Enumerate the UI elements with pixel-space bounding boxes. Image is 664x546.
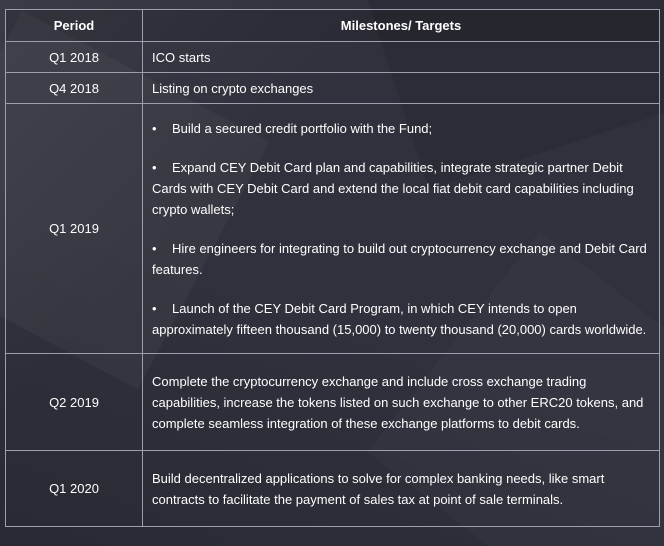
- bullet-text: Hire engineers for integrating to build out cryptocurrency exchange and Debit Card features.: [152, 240, 647, 277]
- roadmap-table: [5, 9, 660, 527]
- table-row: [6, 42, 660, 73]
- table-row: [6, 451, 660, 527]
- bullet-item: [152, 298, 651, 340]
- bullet-icon: •: [152, 120, 157, 136]
- table-row: [6, 104, 660, 354]
- bullet-item: [152, 118, 651, 139]
- table-row: [6, 73, 660, 104]
- bullet-text: Expand CEY Debit Card plan and capabilities, integrate strategic partner Debit Cards with CEY Debit Card and extend the local fiat debit card capabilities including crypto wallets;: [152, 159, 634, 217]
- bullet-icon: •: [152, 300, 157, 316]
- bullet-text: Build a secured credit portfolio with the Fund;: [172, 120, 433, 136]
- bullet-item: [152, 238, 651, 280]
- milestones-header: Milestones/ Targets: [143, 10, 660, 42]
- period-cell: Q4 2018: [6, 73, 143, 104]
- milestone-cell: ICO starts: [143, 42, 660, 73]
- period-cell: Q1 2020: [6, 451, 143, 527]
- table-row: [6, 354, 660, 451]
- milestone-cell: [143, 104, 660, 354]
- milestone-cell: Build decentralized applications to solve for complex banking needs, like smart contracts to facilitate the payment of sales tax at point of sale terminals.: [143, 451, 660, 527]
- milestone-cell: Complete the cryptocurrency exchange and include cross exchange trading capabilities, increase the tokens listed on such exchange to other ERC20 tokens, and complete seamless integration of these exchange platforms to debit cards.: [143, 354, 660, 451]
- period-cell: Q1 2018: [6, 42, 143, 73]
- period-header: Period: [6, 10, 143, 42]
- period-cell: Q1 2019: [6, 104, 143, 354]
- bullet-text: Launch of the CEY Debit Card Program, in which CEY intends to open approximately fifteen thousand (15,000) to twenty thousand (20,000) cards worldwide.: [152, 300, 647, 337]
- milestone-cell: Listing on crypto exchanges: [143, 73, 660, 104]
- bullet-icon: •: [152, 159, 157, 175]
- bullet-icon: •: [152, 240, 157, 256]
- table-header-row: [6, 10, 660, 42]
- bullet-item: [152, 157, 651, 220]
- period-cell: Q2 2019: [6, 354, 143, 451]
